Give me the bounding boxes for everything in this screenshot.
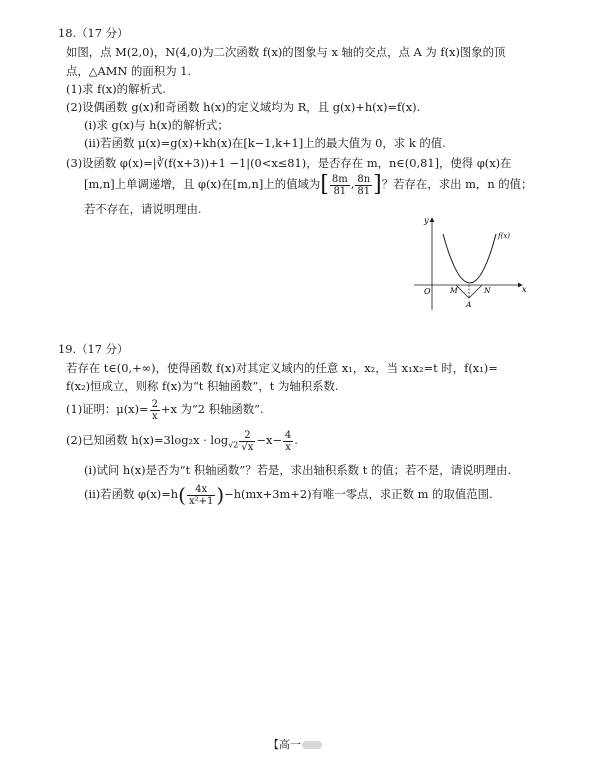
q18-part3-line3: 若不存在，请说明理由.: [84, 202, 202, 216]
q19-part2-i: (ⅰ)试问 h(x)是否为“t 积轴函数”？若是，求出轴积系数 t 的值；若不是，请说明理由.: [84, 463, 512, 477]
x-axis-label: x: [522, 285, 527, 294]
q19-part1-post: +x 为“2 积轴函数”.: [160, 402, 264, 416]
page-footer: [268, 736, 322, 752]
q19-intro-line1: 若存在 t∈(0,+∞)，使得函数 f(x)对其定义域内的任意 x₁，x₂，当 x₁x₂=t 时，f(x₁)=: [66, 361, 498, 375]
q18-header: 18.（17 分）: [58, 26, 129, 40]
q19-part2-end: .: [294, 433, 298, 447]
q19-part1-pre: (1)证明：μ(x)=: [66, 402, 149, 416]
point-a-label: A: [466, 300, 472, 309]
q18-intro-line2: 点，△AMN 的面积为 1.: [66, 64, 192, 78]
q18-part3-text-pre: [m,n]上单调递增，且 φ(x)在[m,n]上的值域为: [84, 177, 321, 191]
q19-part2-ii-post: −h(mx+3m+2)有唯一零点，求正数 m 的取值范围.: [224, 487, 493, 501]
fraction-4-over-x: $\frac{4}{x}$: [284, 429, 292, 453]
q19-part2-ii: (ⅱ)若函数 φ(x)=h( $\frac{4x}{\text{x²+1}}$ )−h(mx+3m+2)有唯一零点，求正数 m 的取值范围.: [84, 483, 493, 507]
q18-part2-ii: (ⅱ)若函数 μ(x)=g(x)+kh(x)在[k−1,k+1]上的最大值为 0，求 k 的值.: [84, 136, 446, 150]
fraction-8m-81: $\frac{8m}{81}$: [331, 173, 348, 197]
footer-label: 【高一: [268, 738, 301, 751]
fraction-4x-over-x2plus1: $\frac{4x}{\text{x²+1}}$: [188, 483, 214, 507]
y-axis-label: y: [424, 216, 429, 225]
point-n-label: N: [484, 286, 491, 295]
parabola-graph: [410, 214, 530, 314]
q18-part3-text-post: ？若存在，求出 m，n 的值；: [381, 177, 533, 191]
q19-header: 19.（17 分）: [58, 342, 129, 356]
q18-part2: (2)设偶函数 g(x)和奇函数 h(x)的定义域均为 R，且 g(x)+h(x)=f(x).: [66, 100, 421, 114]
q19-part2-mid: −x−: [256, 433, 282, 447]
q19-part1: [66, 396, 264, 422]
fraction-2-over-x: $\frac{2}{x}$: [151, 398, 158, 422]
q18-part1: (1)求 f(x)的解析式.: [66, 82, 166, 96]
q19-part2-ii-pre: (ⅱ)若函数 φ(x)=h: [84, 487, 179, 501]
triangle-side-ma: [456, 285, 469, 298]
q19-part2: [66, 427, 298, 458]
log-base-subscript: √2: [228, 440, 239, 450]
q19-intro-line2: f(x₂)恒成立，则称 f(x)为“t 积轴函数”，t 为轴积系数.: [66, 379, 339, 393]
q19-part2-pre: (2)已知函数 h(x)=3log₂x · log: [66, 433, 229, 447]
q18-part3-line2: [m,n]上单调递增，且 φ(x)在[m,n]上的值域为[ $\frac{8m}{81}$ , $\frac{8n}{81}$ ]？若存在，求出 m，n 的值；: [84, 172, 533, 197]
triangle-side-an: [469, 285, 482, 298]
fraction-8n-81: $\frac{8n}{81}$: [357, 173, 371, 197]
parabola-curve: [443, 234, 496, 283]
q18-intro-line1: 如图，点 M(2,0)，N(4,0)为二次函数 f(x)的图象与 x 轴的交点，点 A 为 f(x)图象的顶: [66, 45, 506, 59]
curve-label: f(x): [498, 232, 511, 240]
point-m-label: M: [450, 286, 458, 295]
origin-label: O: [424, 287, 431, 296]
fraction-2-over-sqrtx: $\frac{2}{√x}$: [241, 429, 254, 453]
q18-part3-line1: (3)设函数 φ(x)=|∛(f(x+3))+1 −1|(0<x≤81)，是否存在 m，n∈(0,81]，使得 φ(x)在: [66, 156, 512, 170]
q18-part2-i: (ⅰ)求 g(x)与 h(x)的解析式；: [84, 118, 229, 132]
footer-blurred-region: [302, 741, 322, 749]
